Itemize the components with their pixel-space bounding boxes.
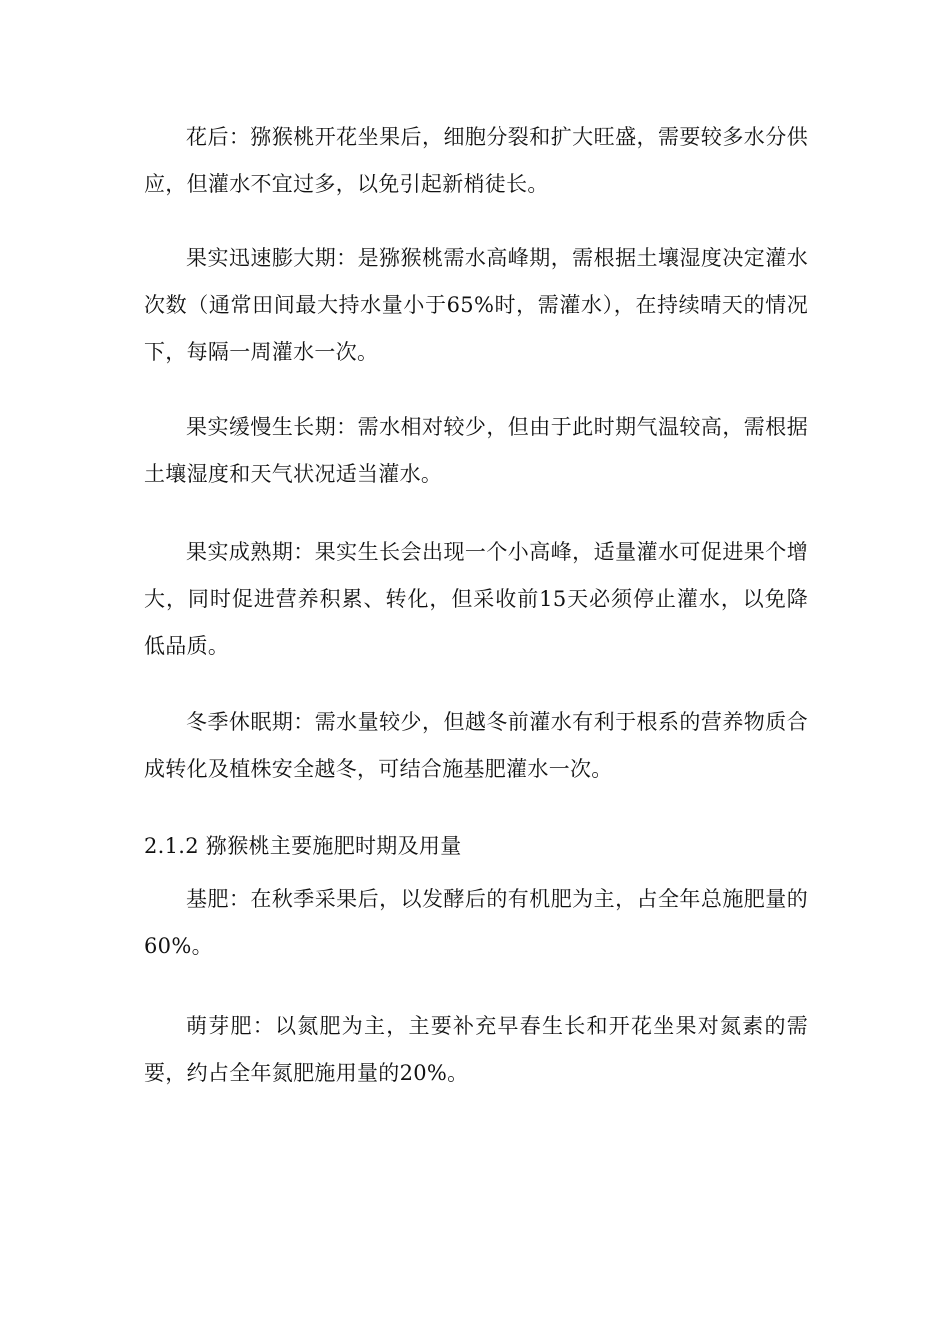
paragraph-after-flowering: 花后：猕猴桃开花坐果后，细胞分裂和扩大旺盛，需要较多水分供应，但灌水不宜过多，以免引起新梢徒长。: [144, 125, 808, 196]
paragraph-fruit-ripening: 果实成熟期：果实生长会出现一个小高峰，适量灌水可促进果个增大，同时促进营养积累、转化，但采收前15天必须停止灌水，以免降低品质。: [144, 540, 808, 658]
paragraph-winter-dormancy: 冬季休眠期：需水量较少，但越冬前灌水有利于根系的营养物质合成转化及植株安全越冬，可结合施基肥灌水一次。: [144, 710, 808, 781]
paragraph-base-fertilizer: 基肥：在秋季采果后，以发酵后的有机肥为主，占全年总施肥量的60%。: [144, 887, 808, 958]
paragraph-fruit-slow-growth: 果实缓慢生长期：需水相对较少，但由于此时期气温较高，需根据土壤湿度和天气状况适当灌水。: [144, 415, 808, 486]
section-heading: 2.1.2 猕猴桃主要施肥时期及用量: [144, 834, 462, 858]
paragraph-fruit-rapid-expansion: 果实迅速膨大期：是猕猴桃需水高峰期，需根据土壤湿度决定灌水次数（通常田间最大持水量小于65%时，需灌水），在持续晴天的情况下，每隔一周灌水一次。: [144, 246, 808, 364]
paragraph-germination-fertilizer: 萌芽肥：以氮肥为主，主要补充早春生长和开花坐果对氮素的需要，约占全年氮肥施用量的20%。: [144, 1014, 808, 1085]
